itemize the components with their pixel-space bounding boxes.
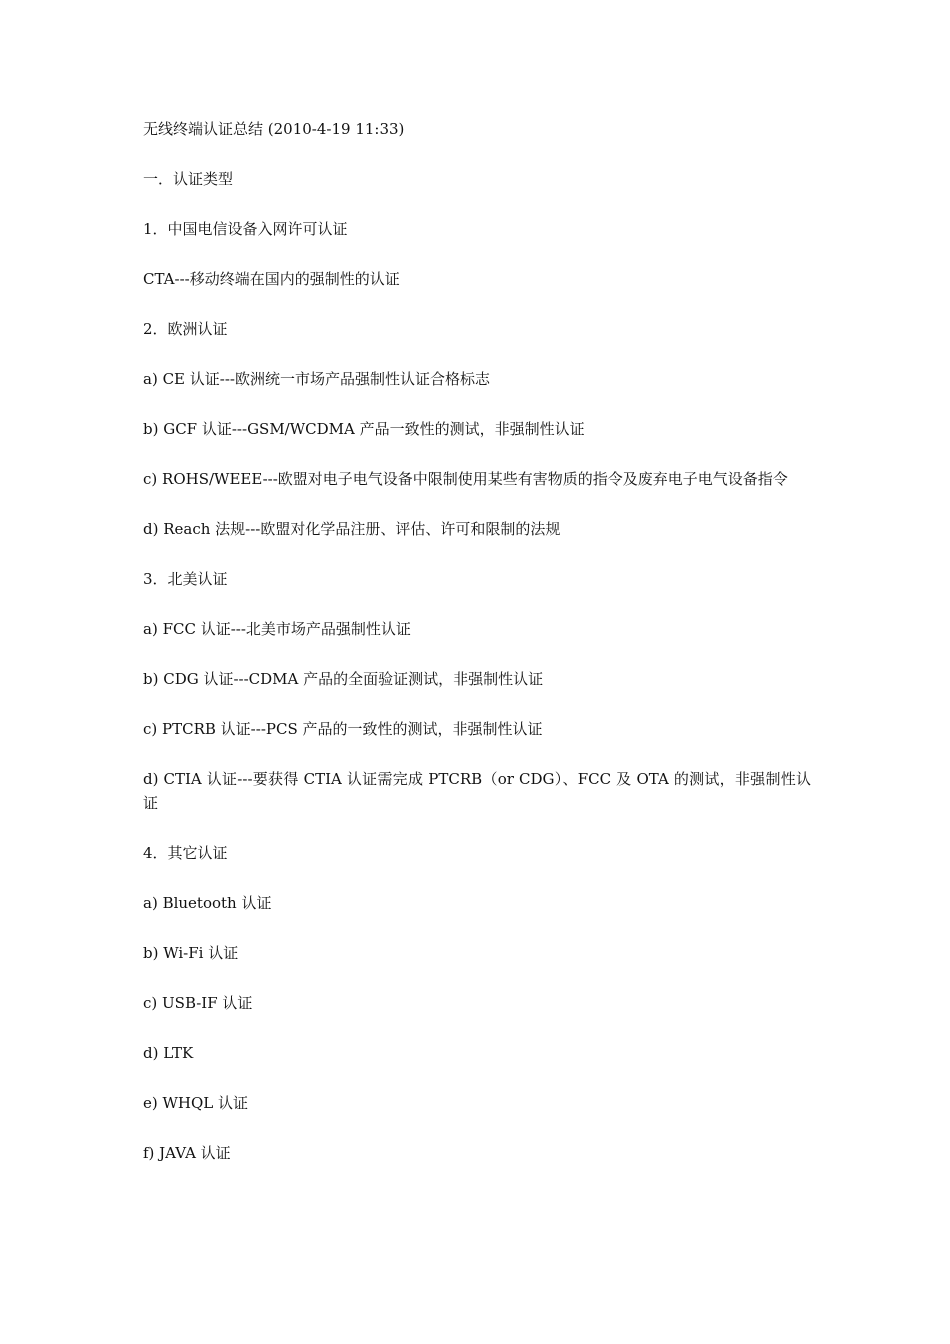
section-heading: 一．认证类型: [143, 170, 234, 188]
paragraph-10: b) CDG 认证---CDMA 产品的全面验证测试，非强制性认证: [143, 670, 544, 688]
paragraph-13: 4．其它认证: [143, 844, 228, 862]
paragraph-12: d) CTIA 认证---要获得 CTIA 认证需完成 PTCRB（or CDG）、FCC 及 OTA 的测试，非强制性认证: [143, 770, 811, 812]
paragraph-14: a) Bluetooth 认证: [143, 894, 272, 912]
paragraph-1: 1．中国电信设备入网许可认证: [143, 220, 348, 238]
paragraph-16: c) USB-IF 认证: [143, 994, 253, 1012]
document-title: 无线终端认证总结 (2010-4-19 11:33): [143, 120, 405, 138]
paragraph-6: c) ROHS/WEEE---欧盟对电子电气设备中限制使用某些有害物质的指令及废弃电子电气设备指令: [143, 470, 788, 488]
paragraph-18: e) WHQL 认证: [143, 1094, 249, 1112]
paragraph-17: d) LTK: [143, 1044, 194, 1062]
paragraph-5: b) GCF 认证---GSM/WCDMA 产品一致性的测试，非强制性认证: [143, 420, 585, 438]
paragraph-7: d) Reach 法规---欧盟对化学品注册、评估、许可和限制的法规: [143, 520, 561, 538]
paragraph-9: a) FCC 认证---北美市场产品强制性认证: [143, 620, 411, 638]
paragraph-15: b) Wi-Fi 认证: [143, 944, 239, 962]
paragraph-11: c) PTCRB 认证---PCS 产品的一致性的测试，非强制性认证: [143, 720, 543, 738]
paragraph-3: 2．欧洲认证: [143, 320, 228, 338]
document-body: [143, 117, 811, 1165]
paragraph-8: 3．北美认证: [143, 570, 228, 588]
paragraph-4: a) CE 认证---欧洲统一市场产品强制性认证合格标志: [143, 370, 490, 388]
paragraph-2: CTA---移动终端在国内的强制性的认证: [143, 270, 400, 288]
paragraph-19: f) JAVA 认证: [143, 1144, 231, 1162]
